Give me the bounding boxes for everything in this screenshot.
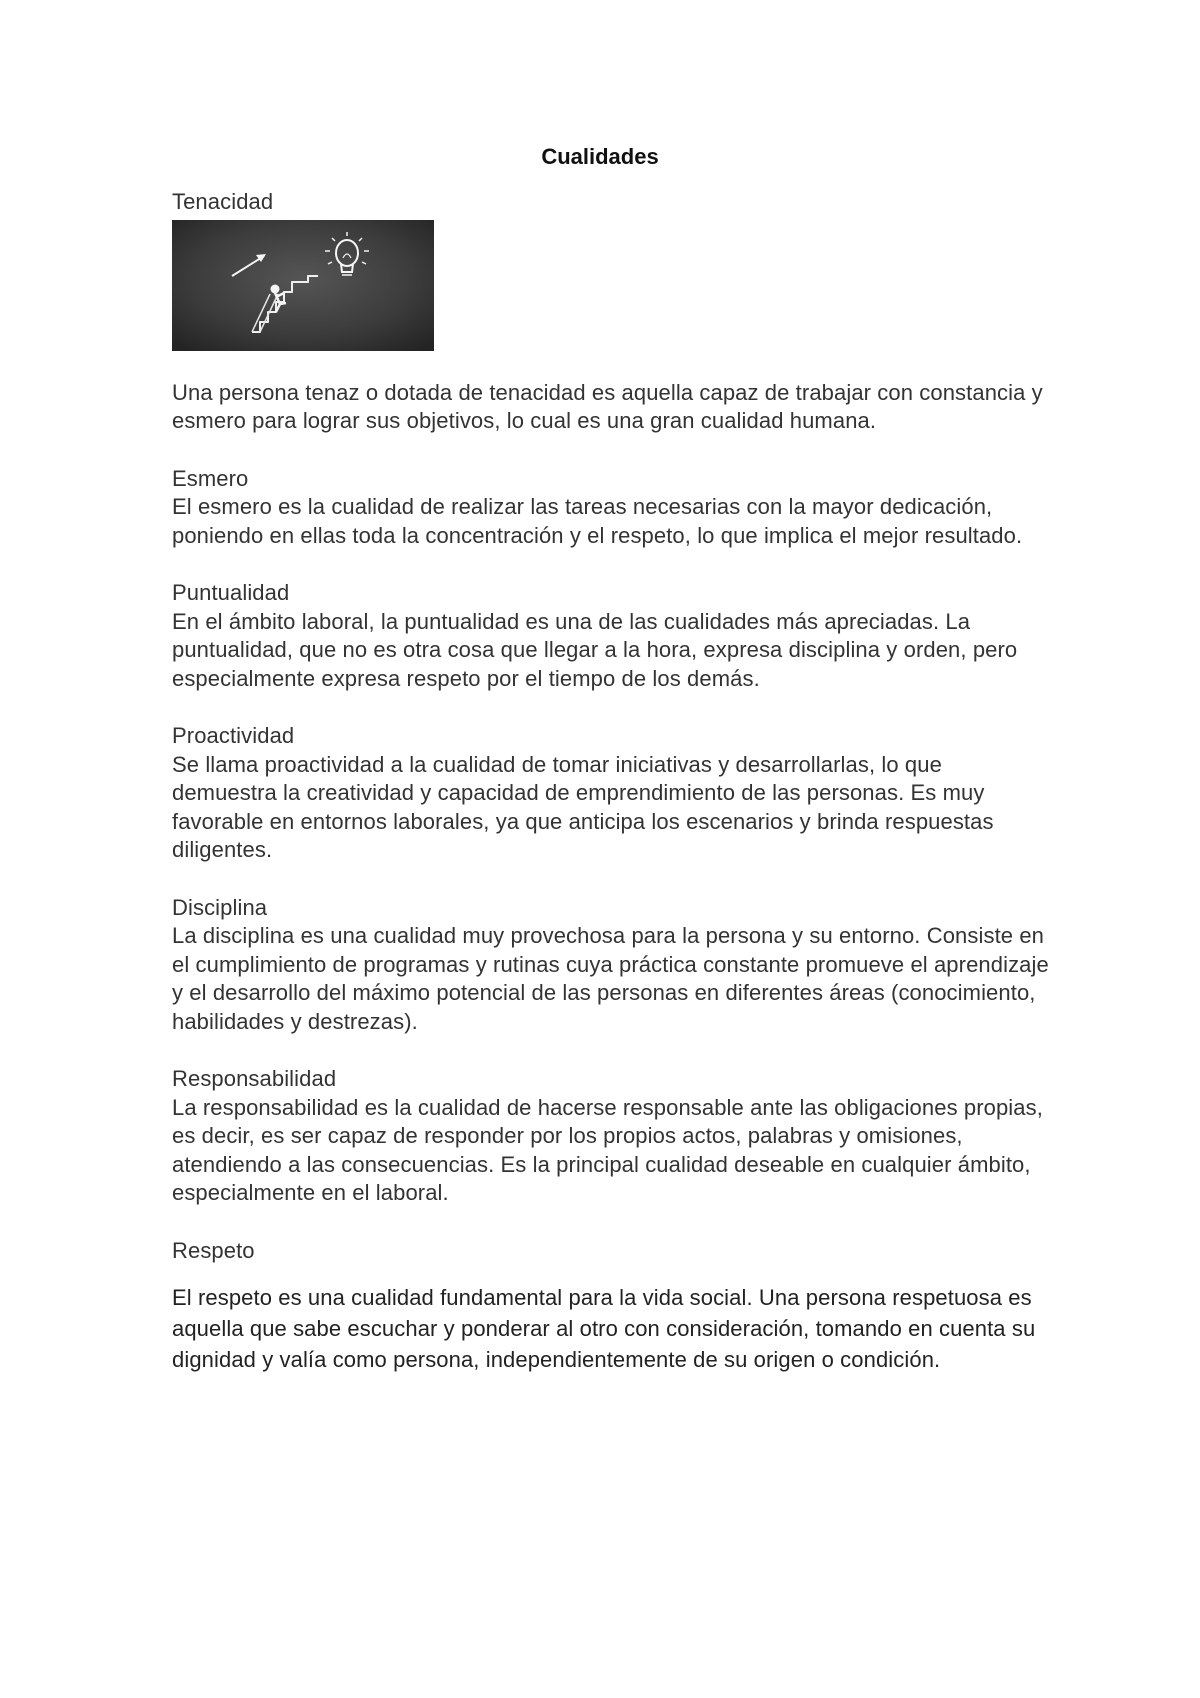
section-proactividad: [172, 722, 1052, 865]
section-heading: Esmero: [172, 465, 249, 491]
section-text: Se llama proactividad a la cualidad de tomar iniciativas y desarrollarlas, lo que demuestra la creatividad y capacidad de emprendimiento de las personas. Es muy favorable en entornos laborales, ya que anticipa los escenarios y brinda respuestas diligentes.: [172, 751, 994, 862]
section-text: La disciplina es una cualidad muy provechosa para la persona y su entorno. Consiste en el cumplimiento de programas y rutinas cuya práctica constante promueve el aprendizaje y el desarrollo del máximo potencial de las personas en diferentes áreas (conocimiento, habilidades y destrezas).: [172, 923, 1049, 1034]
section-heading: Tenacidad: [172, 189, 274, 214]
section-text: El esmero es la cualidad de realizar las tareas necesarias con la mayor dedicación, poniendo en ellas toda la concentración y el respeto, lo que implica el mejor resultado.: [172, 494, 1023, 548]
section-text: La responsabilidad es la cualidad de hacerse responsable ante las obligaciones propias, es decir, es ser capaz de responder por los propios actos, palabras y omisiones, atendiendo a las consecuencias. Es la principal cualidad deseable en cualquier ámbito, especialmente en el laboral.: [172, 1094, 1043, 1205]
section-responsabilidad: [172, 1065, 1052, 1208]
section-esmero: [172, 465, 1052, 551]
section-text: El respeto es una cualidad fundamental para la vida social. Una persona respetuosa es aquella que sabe escuchar y ponderar al otro con consideración, tomando en cuenta su dignidad y valía como persona, independientemente de su origen o condición.: [172, 1285, 1036, 1372]
section-heading: Respeto: [172, 1237, 255, 1263]
document-title: Cualidades: [541, 144, 659, 169]
section-text: En el ámbito laboral, la puntualidad es una de las cualidades más apreciadas. La puntualidad, que no es otra cosa que llegar a la hora, expresa disciplina y orden, pero especialmente expresa respeto por el tiempo de los demás.: [172, 608, 1018, 691]
section-tenacidad: [172, 188, 1052, 436]
section-disciplina: [172, 894, 1052, 1037]
section-heading: Proactividad: [172, 723, 295, 748]
section-heading: Puntualidad: [172, 580, 290, 605]
section-text: Una persona tenaz o dotada de tenacidad es aquella capaz de trabajar con constancia y esmero para lograr sus objetivos, lo cual es una gran cualidad humana.: [172, 379, 1043, 433]
document-body: [172, 188, 1052, 1375]
chalkboard-stairs-lightbulb-illustration: [172, 220, 434, 351]
section-heading: Disciplina: [172, 894, 268, 920]
section-respeto: [172, 1237, 1052, 1376]
section-heading: Responsabilidad: [172, 1066, 337, 1091]
section-puntualidad: [172, 579, 1052, 693]
